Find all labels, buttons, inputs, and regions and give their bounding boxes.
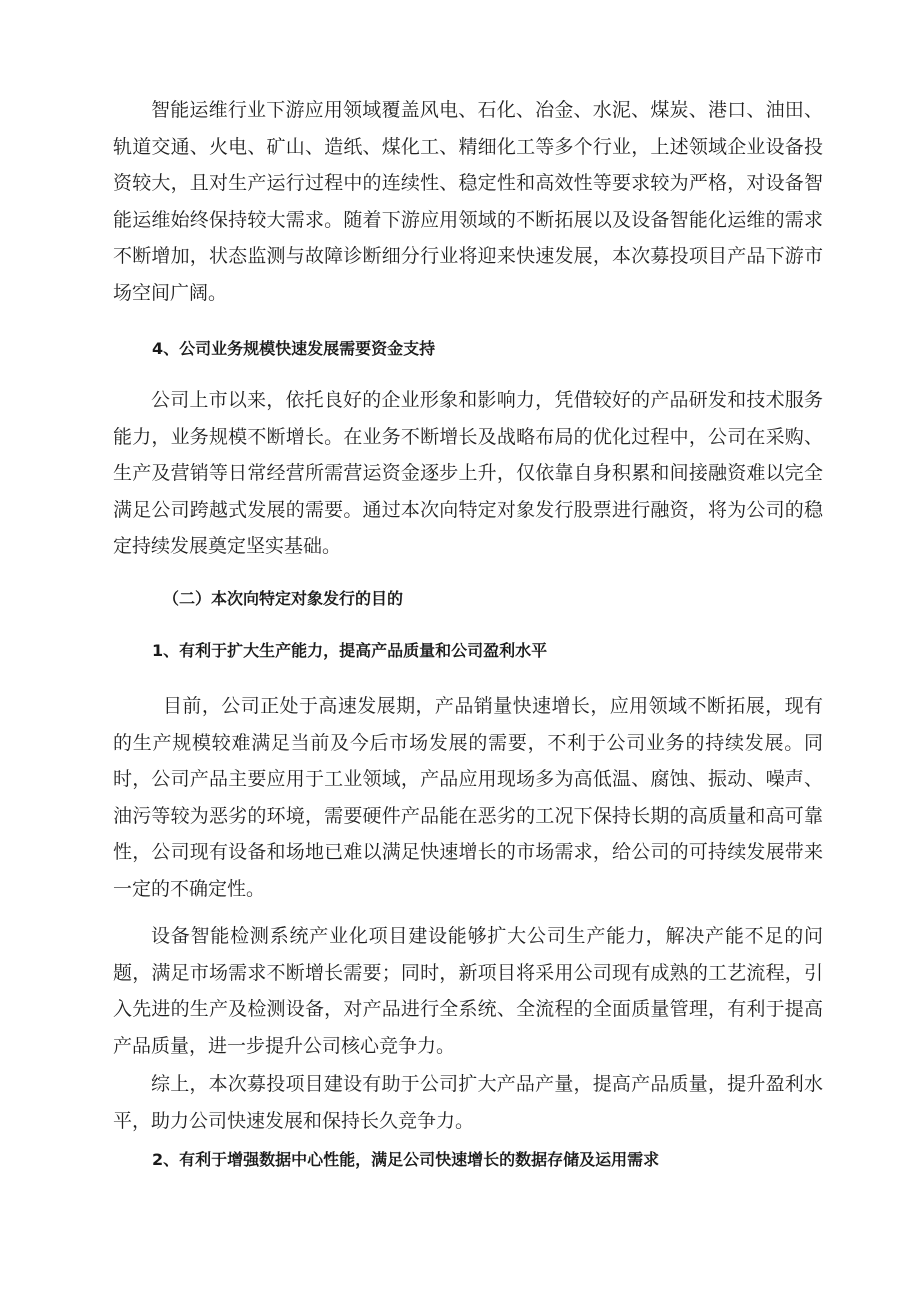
paragraph-summary: 综上，本次募投项目建设有助于公司扩大产品产量，提高产品质量，提升盈利水平，助力公司快速发展和保持长久竞争力。 xyxy=(113,1073,823,1132)
paragraph-business-growth: 公司上市以来，依托良好的企业形象和影响力，凭借较好的产品研发和技术服务能力，业务规模不断增长。在业务不断增长及战略布局的优化过程中，公司在采购、生产及营销等日常经营所需营运资金逐步上升，仅依靠自身积累和间接融资难以完全满足公司跨越式发展的需要。通过本次向特定对象发行股票进行融资，将为公司的稳定持续发展奠定坚实基础。 xyxy=(113,389,823,557)
heading-funding-support: 4、公司业务规模快速发展需要资金支持 xyxy=(152,339,436,358)
heading-expand-capacity: 1、有利于扩大生产能力，提高产品质量和公司盈利水平 xyxy=(152,641,548,660)
heading-data-center: 2、有利于增强数据中心性能，满足公司快速增长的数据存储及运用需求 xyxy=(152,1150,660,1169)
section-heading-purpose: （二）本次向特定对象发行的目的 xyxy=(163,589,404,608)
paragraph-current-status: 目前，公司正处于高速发展期，产品销量快速增长，应用领域不断拓展，现有的生产规模较难满足当前及今后市场发展的需要，不利于公司业务的持续发展。同时，公司产品主要应用于工业领域，产品应用现场多为高低温、腐蚀、振动、噪声、油污等较为恶劣的环境，需要硬件产品能在恶劣的工况下保持长期的高质量和高可靠性，公司现有设备和场地已难以满足快速增长的市场需求，给公司的可持续发展带来一定的不确定性。 xyxy=(113,695,823,900)
paragraph-project-construction: 设备智能检测系统产业化项目建设能够扩大公司生产能力，解决产能不足的问题，满足市场需求不断增长需要；同时，新项目将采用公司现有成熟的工艺流程，引入先进的生产及检测设备，对产品进行全系统、全流程的全面质量管理，有利于提高产品质量，进一步提升公司核心竞争力。 xyxy=(113,925,823,1057)
paragraph-downstream-market: 智能运维行业下游应用领域覆盖风电、石化、冶金、水泥、煤炭、港口、油田、轨道交通、火电、矿山、造纸、煤化工、精细化工等多个行业，上述领域企业设备投资较大，且对生产运行过程中的连续性、稳定性和高效性等要求较为严格，对设备智能运维始终保持较大需求。随着下游应用领域的不断拓展以及设备智能化运维的需求不断增加，状态监测与故障诊断细分行业将迎来快速发展，本次募投项目产品下游市场空间广阔。 xyxy=(113,99,823,304)
